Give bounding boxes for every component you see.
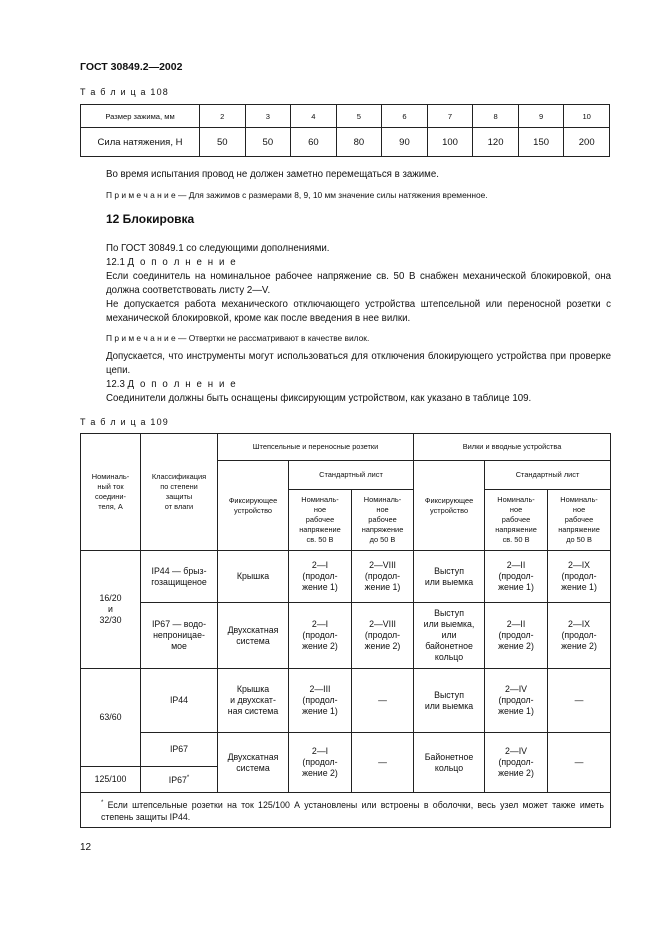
table-cell: Крышка (218, 551, 289, 603)
table-108-cell: 2 (200, 105, 246, 128)
footnote-mark: * (101, 800, 104, 806)
clause-number: 12.1 (106, 257, 128, 268)
table-108-cell: 60 (291, 128, 337, 157)
table-row (81, 551, 611, 603)
table-108 (80, 104, 610, 157)
header-plug-up-to-50v: Номиналь- ное рабочее напряжение до 50 В (548, 490, 611, 551)
table-cell: 2—IV (продол- жение 2) (485, 733, 548, 793)
table-cell: — (548, 669, 611, 733)
document-header: ГОСТ 30849.2—2002 (80, 61, 183, 73)
header-protection-class: Классификация по степени защиты от влаги (141, 434, 218, 551)
table-cell: Выступ или выемка (414, 551, 485, 603)
table-cell: 2—I (продол- жение 2) (289, 603, 352, 669)
footnote-text: Если штепсельные розетки на ток 125/100 А установлены или встроены в оболочки, весь узел может также иметь степень защиты IP44. (101, 799, 605, 822)
table-108-cell: 7 (427, 105, 473, 128)
table-row (81, 603, 611, 669)
table-cell: Выступ или выемка (414, 669, 485, 733)
table-cell: IP44 (141, 669, 218, 733)
table-cell: Двухскатная система (218, 733, 289, 793)
note-2 (106, 333, 611, 343)
table-cell: 2—IV (продол- жение 1) (485, 669, 548, 733)
header-plug-over-50v: Номиналь- ное рабочее напряжение св. 50 В (485, 490, 548, 551)
clause-number: 12.3 (106, 379, 128, 390)
header-sockets: Штепсельные и переносные розетки (218, 434, 414, 461)
table-108-cell: 120 (473, 128, 519, 157)
table-cell: 2—II (продол- жение 1) (485, 551, 548, 603)
table-cell: Выступ или выемка, или байонетное кольцо (414, 603, 485, 669)
table-cell: 2—IX (продол- жение 1) (548, 551, 611, 603)
paragraph-12-1 (106, 256, 611, 270)
note-1-label: П р и м е ч а н и е (106, 190, 176, 200)
table-cell: 2—VIII (продол- жение 2) (352, 603, 414, 669)
header-socket-over-50v: Номиналь- ное рабочее напряжение св. 50 В (289, 490, 352, 551)
paragraph-gost-ref: По ГОСТ 30849.1 со следующими дополнениями. (106, 243, 330, 254)
cell-rated-current-group2: 63/60 (81, 669, 141, 767)
table-cell: — (352, 669, 414, 733)
table-108-cell: 4 (291, 105, 337, 128)
table-108-cell: 6 (382, 105, 428, 128)
table-cell: 2—II (продол- жение 2) (485, 603, 548, 669)
paragraph-interlock-operation: Не допускается работа механического отключающего устройства штепсельной или переносной розетки с механической блокировкой, кроме как после введения в нее вилки. (106, 299, 611, 324)
paragraph-interlock-voltage: Если соединитель на номинальное рабочее напряжение св. 50 В снабжен механической блокировкой, она должна соответствовать листу 2—V. (106, 271, 611, 296)
note-2-label: П р и м е ч а н и е (106, 333, 176, 343)
table-108-cell: 3 (245, 105, 291, 128)
table-cell: 2—I (продол- жение 1) (289, 551, 352, 603)
cell-rated-current-group1: 16/20 и 32/30 (81, 551, 141, 669)
table-row (81, 733, 611, 767)
table-row (81, 669, 611, 733)
note-2-text: — Отвертки не рассматривают в качестве вилок. (175, 333, 370, 343)
header-plugs: Вилки и вводные устройства (414, 434, 611, 461)
footnote-mark: * (186, 775, 190, 782)
table-108-cell: 80 (336, 128, 382, 157)
table-108-row2-label: Сила натяжения, Н (81, 128, 200, 157)
table-cell: Байонетное кольцо (414, 733, 485, 793)
table-cell: IP44 — брыз- гозащищеное (141, 551, 218, 603)
table-108-cell: 50 (245, 128, 291, 157)
table-108-cell: 100 (427, 128, 473, 157)
table-cell: — (548, 733, 611, 793)
paragraph-wire-test: Во время испытания провод не должен заметно перемещаться в зажиме. (106, 169, 439, 180)
cell-rated-current-125: 125/100 (81, 767, 141, 793)
table-footnote-row (81, 793, 611, 828)
addition-label: Д о п о л н е н и е (127, 379, 238, 390)
table-cell: 2—VIII (продол- жение 1) (352, 551, 414, 603)
table-108-row1-label: Размер зажима, мм (81, 105, 200, 128)
table-108-caption: Т а б л и ц а 108 (80, 87, 170, 97)
addition-label: Д о п о л н е н и е (127, 257, 238, 268)
section-title: 12 Блокировка (106, 212, 195, 226)
table-108-cell: 200 (564, 128, 610, 157)
table-cell: — (352, 733, 414, 793)
note-1 (106, 190, 611, 200)
table-108-cell: 10 (564, 105, 610, 128)
table-cell: Крышка и двухскат- ная система (218, 669, 289, 733)
table-108-cell: 50 (200, 128, 246, 157)
table-108-cell: 90 (382, 128, 428, 157)
table-108-cell: 8 (473, 105, 519, 128)
header-plug-fixing-device: Фиксирующее устройство (414, 461, 485, 551)
table-108-cell: 9 (518, 105, 564, 128)
paragraph-fixing-device: Соединители должны быть оснащены фиксирующим устройством, как указано в таблице 109. (106, 393, 532, 404)
table-109 (80, 433, 611, 828)
table-cell: 2—I (продол- жение 2) (289, 733, 352, 793)
table-cell: IP67 — водо- непроницае- мое (141, 603, 218, 669)
header-plug-standard-sheet: Стандартный лист (485, 461, 611, 490)
table-cell: 2—III (продол- жение 1) (289, 669, 352, 733)
table-cell: IP67* (141, 767, 218, 793)
table-109-caption: Т а б л и ц а 109 (80, 417, 170, 427)
header-socket-standard-sheet: Стандартный лист (289, 461, 414, 490)
header-socket-fixing-device: Фиксирующее устройство (218, 461, 289, 551)
page-number: 12 (80, 842, 92, 853)
note-1-text: — Для зажимов с размерами 8, 9, 10 мм значение силы натяжения временное. (175, 190, 488, 200)
table-cell: Двухскатная система (218, 603, 289, 669)
table-108-cell: 5 (336, 105, 382, 128)
table-cell: 2—IX (продол- жение 2) (548, 603, 611, 669)
paragraph-12-3 (106, 378, 611, 392)
paragraph-tools-allowed: Допускается, что инструменты могут использоваться для отключения блокирующего устройства при проверке цепи. (106, 351, 611, 376)
table-108-cell: 150 (518, 128, 564, 157)
table-cell: IP67 (141, 733, 218, 767)
header-rated-current: Номиналь- ный ток соедини- теля, А (81, 434, 141, 551)
header-socket-up-to-50v: Номиналь- ное рабочее напряжение до 50 В (352, 490, 414, 551)
table-footnote (81, 793, 611, 828)
